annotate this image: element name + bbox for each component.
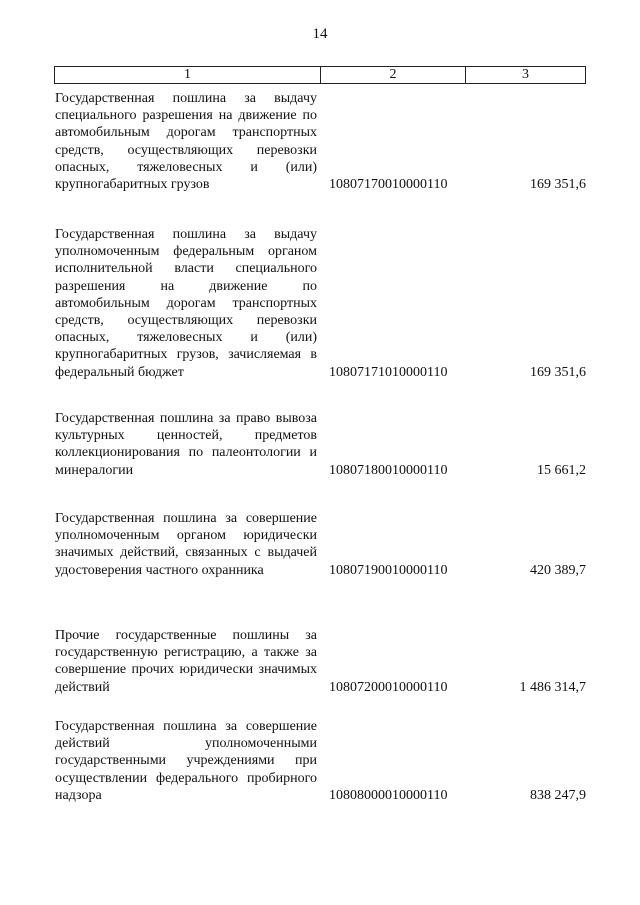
table-row: [55, 718, 586, 804]
row-amount: 838 247,9: [530, 787, 586, 803]
row-code: 10807180010000110: [329, 462, 448, 478]
row-description: Государственная пошлина за совершение действий уполномоченными государственными учреждениями при осуществлении федерального пробирного надзора: [55, 719, 317, 803]
row-code: 10807170010000110: [329, 177, 448, 193]
page-number: 14: [312, 26, 328, 42]
table-row: [55, 627, 586, 696]
row-description: Государственная пошлина за право вывоза культурных ценностей, предметов коллекционирования по палеонтологии и минералогии: [55, 411, 317, 478]
row-amount: 420 389,7: [530, 562, 586, 578]
row-amount: 1 486 314,7: [519, 679, 586, 695]
table-row: [55, 226, 586, 381]
row-amount: 169 351,6: [530, 364, 586, 380]
row-code: 10807171010000110: [329, 364, 448, 380]
table-row: [55, 90, 586, 193]
row-amount: 15 661,2: [537, 462, 586, 478]
header-col-3: 3: [522, 67, 529, 82]
row-description: Государственная пошлина за выдачу уполномоченным федеральным органом исполнительной власти специального разрешения на движение по автомобильным дорогам транспортных средств, осуществляющих перевозки опасных, тяжеловесных и (или) крупногабаритных грузов, зачисляемая в федеральный бюджет: [55, 227, 317, 380]
row-description: Государственная пошлина за выдачу специального разрешения на движение по автомобильным дорогам транспортных средств, осуществляющих перевозки опасных, тяжеловесных и (или) крупногабаритных грузов: [55, 91, 317, 193]
table-row: [55, 510, 586, 579]
table-header: [54, 66, 586, 84]
header-col-2: 2: [321, 67, 466, 83]
row-code: 10807190010000110: [329, 562, 448, 578]
row-description: Государственная пошлина за совершение уполномоченным органом юридически значимых действий, связанных с выдачей удостоверения частного охранника: [55, 511, 317, 578]
row-description: Прочие государственные пошлины за государственную регистрацию, а также за совершение прочих юридически значимых действий: [55, 628, 317, 695]
header-col-1: 1: [55, 67, 321, 83]
row-amount: 169 351,6: [530, 177, 586, 193]
row-code: 10807200010000110: [329, 679, 448, 695]
row-code: 10808000010000110: [329, 787, 448, 803]
table-row: [55, 410, 586, 479]
